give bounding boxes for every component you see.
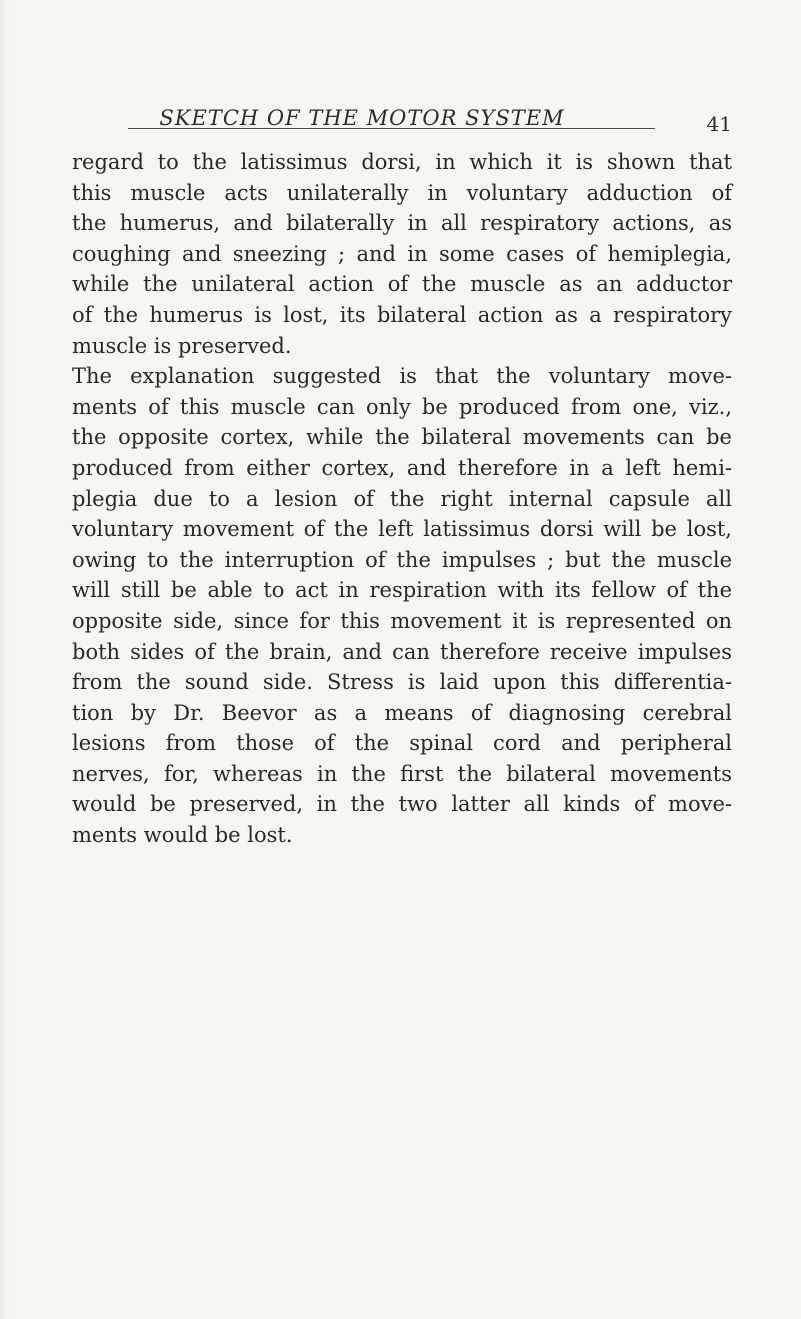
text-line: plegia due to a lesion of the right internal capsule all bbox=[72, 486, 732, 511]
text-line: ments of this muscle can only be produced from one, viz., bbox=[72, 394, 732, 419]
text-line: regard to the latissimus dorsi, in which it is shown that bbox=[72, 150, 732, 174]
text-line: nerves, for, whereas in the first the bilateral movements bbox=[72, 761, 732, 786]
text-line: muscle is preserved. bbox=[72, 333, 292, 358]
text-line: produced from either cortex, and therefore in a left hemi- bbox=[72, 455, 732, 480]
text-line: opposite side, since for this movement it is represented on bbox=[72, 608, 732, 633]
text-line: the opposite cortex, while the bilateral movements can be bbox=[72, 425, 732, 450]
text-line: while the unilateral action of the muscle as an adductor bbox=[72, 272, 732, 297]
text-line: owing to the interruption of the impulses ; but the muscle bbox=[72, 547, 732, 572]
header-rule bbox=[128, 128, 655, 129]
text-line: from the sound side. Stress is laid upon this differentia- bbox=[72, 670, 732, 695]
text-line: will still be able to act in respiration with its fellow of the bbox=[72, 578, 732, 603]
text-line: ments would be lost. bbox=[72, 823, 293, 848]
text-line: of the humerus is lost, its bilateral action as a respiratory bbox=[72, 302, 732, 327]
page-number: 41 bbox=[706, 112, 732, 136]
text-line: The explanation suggested is that the voluntary move- bbox=[72, 364, 732, 389]
running-title: SKETCH OF THE MOTOR SYSTEM bbox=[159, 106, 565, 130]
text-line: both sides of the brain, and can therefore receive impulses bbox=[72, 639, 732, 664]
running-head bbox=[72, 102, 732, 142]
text-line: voluntary movement of the left latissimus dorsi will be lost, bbox=[72, 517, 732, 542]
text-line: tion by Dr. Beevor as a means of diagnosing cerebral bbox=[72, 700, 732, 725]
text-line: coughing and sneezing ; and in some cases of hemiplegia, bbox=[72, 241, 732, 266]
text-line: this muscle acts unilaterally in voluntary adduction of bbox=[72, 180, 732, 205]
body-text bbox=[72, 147, 732, 851]
text-line: would be preserved, in the two latter all kinds of move- bbox=[72, 792, 732, 817]
text-line: the humerus, and bilaterally in all respiratory actions, as bbox=[72, 211, 732, 236]
page-edge bbox=[0, 0, 10, 1319]
text-line: lesions from those of the spinal cord and peripheral bbox=[72, 731, 732, 756]
